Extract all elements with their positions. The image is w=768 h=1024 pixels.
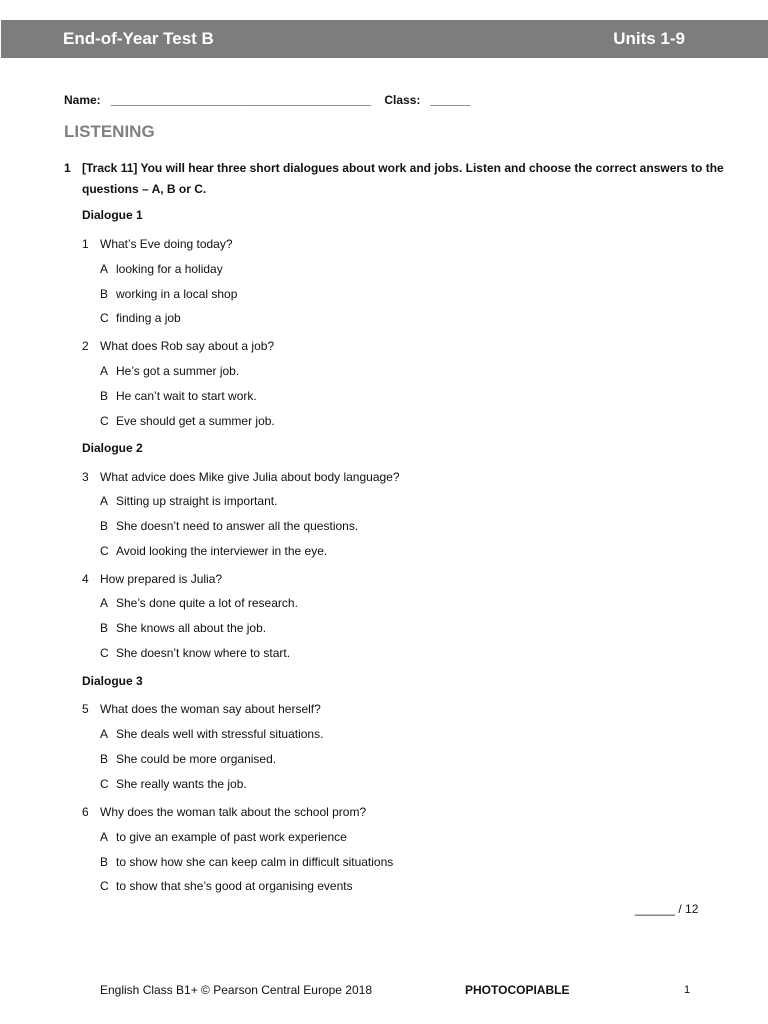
page-number: 1 (684, 984, 691, 996)
option-text: Eve should get a summer job. (116, 414, 275, 428)
option-text: She doesn’t know where to start. (116, 646, 291, 660)
option-letter[interactable]: B (100, 752, 109, 766)
question-text: What advice does Mike give Julia about body language? (100, 470, 400, 484)
question-number: 3 (82, 470, 89, 484)
footer-photocopiable: PHOTOCOPIABLE (465, 983, 570, 997)
option-letter[interactable]: A (100, 727, 109, 741)
question-text: What’s Eve doing today? (100, 237, 233, 251)
question-text: How prepared is Julia? (100, 572, 223, 586)
question-number: 6 (82, 805, 89, 819)
question-number: 1 (82, 237, 89, 251)
option-text: to show that she’s good at organising events (116, 879, 353, 893)
task-text: [Track 11] You will hear three short dialogues about work and jobs. Listen and choose the correct answers to the questions – A, B or C. (82, 161, 724, 196)
header-bar (1, 20, 768, 58)
option-letter[interactable]: A (100, 596, 109, 610)
option-text: She could be more organised. (116, 752, 277, 766)
task-number: 1 (64, 161, 71, 175)
option-letter[interactable]: B (100, 855, 109, 869)
task-instruction (64, 158, 724, 200)
option-text: to show how she can keep calm in difficult situations (116, 855, 394, 869)
question-number: 5 (82, 702, 89, 716)
question-text: Why does the woman talk about the school prom? (100, 805, 367, 819)
option-text: She really wants the job. (116, 777, 247, 791)
units-label: Units 1-9 (613, 29, 685, 48)
option-text: She knows all about the job. (116, 621, 267, 635)
option-text: working in a local shop (116, 287, 238, 301)
name-field-line[interactable]: _______________________________________ (110, 93, 371, 107)
option-letter[interactable]: B (100, 389, 109, 403)
dialogue-title: Dialogue 3 (82, 674, 143, 688)
option-letter[interactable]: A (100, 262, 109, 276)
dialogue-title: Dialogue 1 (82, 208, 143, 222)
option-text: He’s got a summer job. (116, 364, 240, 378)
option-text: to give an example of past work experience (116, 830, 347, 844)
option-letter[interactable]: C (100, 646, 109, 660)
question-number: 2 (82, 339, 89, 353)
option-text: She’s done quite a lot of research. (116, 596, 298, 610)
option-letter[interactable]: C (100, 544, 109, 558)
option-text: Avoid looking the interviewer in the eye. (116, 544, 328, 558)
option-letter[interactable]: A (100, 830, 109, 844)
class-field-line[interactable]: ______ (430, 93, 471, 107)
section-title: LISTENING (64, 122, 155, 141)
option-letter[interactable]: A (100, 364, 109, 378)
name-class-row (64, 93, 470, 107)
question-text: What does the woman say about herself? (100, 702, 321, 716)
option-letter[interactable]: A (100, 494, 109, 508)
question-number: 4 (82, 572, 89, 586)
class-label: Class: (384, 93, 421, 107)
option-letter[interactable]: C (100, 777, 109, 791)
test-title: End-of-Year Test B (63, 29, 214, 48)
footer-copyright: English Class B1+ © Pearson Central Europe 2018 (100, 983, 372, 997)
option-text: He can’t wait to start work. (116, 389, 257, 403)
option-text: looking for a holiday (116, 262, 223, 276)
option-text: She doesn’t need to answer all the questions. (116, 519, 359, 533)
name-label: Name: (64, 93, 101, 107)
score-field[interactable]: ______ / 12 (635, 902, 699, 916)
option-letter[interactable]: B (100, 519, 109, 533)
option-letter[interactable]: C (100, 414, 109, 428)
option-text: finding a job (116, 311, 181, 325)
option-letter[interactable]: C (100, 879, 109, 893)
option-letter[interactable]: B (100, 287, 109, 301)
option-text: Sitting up straight is important. (116, 494, 278, 508)
option-letter[interactable]: C (100, 311, 109, 325)
option-letter[interactable]: B (100, 621, 109, 635)
dialogue-title: Dialogue 2 (82, 441, 143, 455)
question-text: What does Rob say about a job? (100, 339, 275, 353)
option-text: She deals well with stressful situations. (116, 727, 324, 741)
